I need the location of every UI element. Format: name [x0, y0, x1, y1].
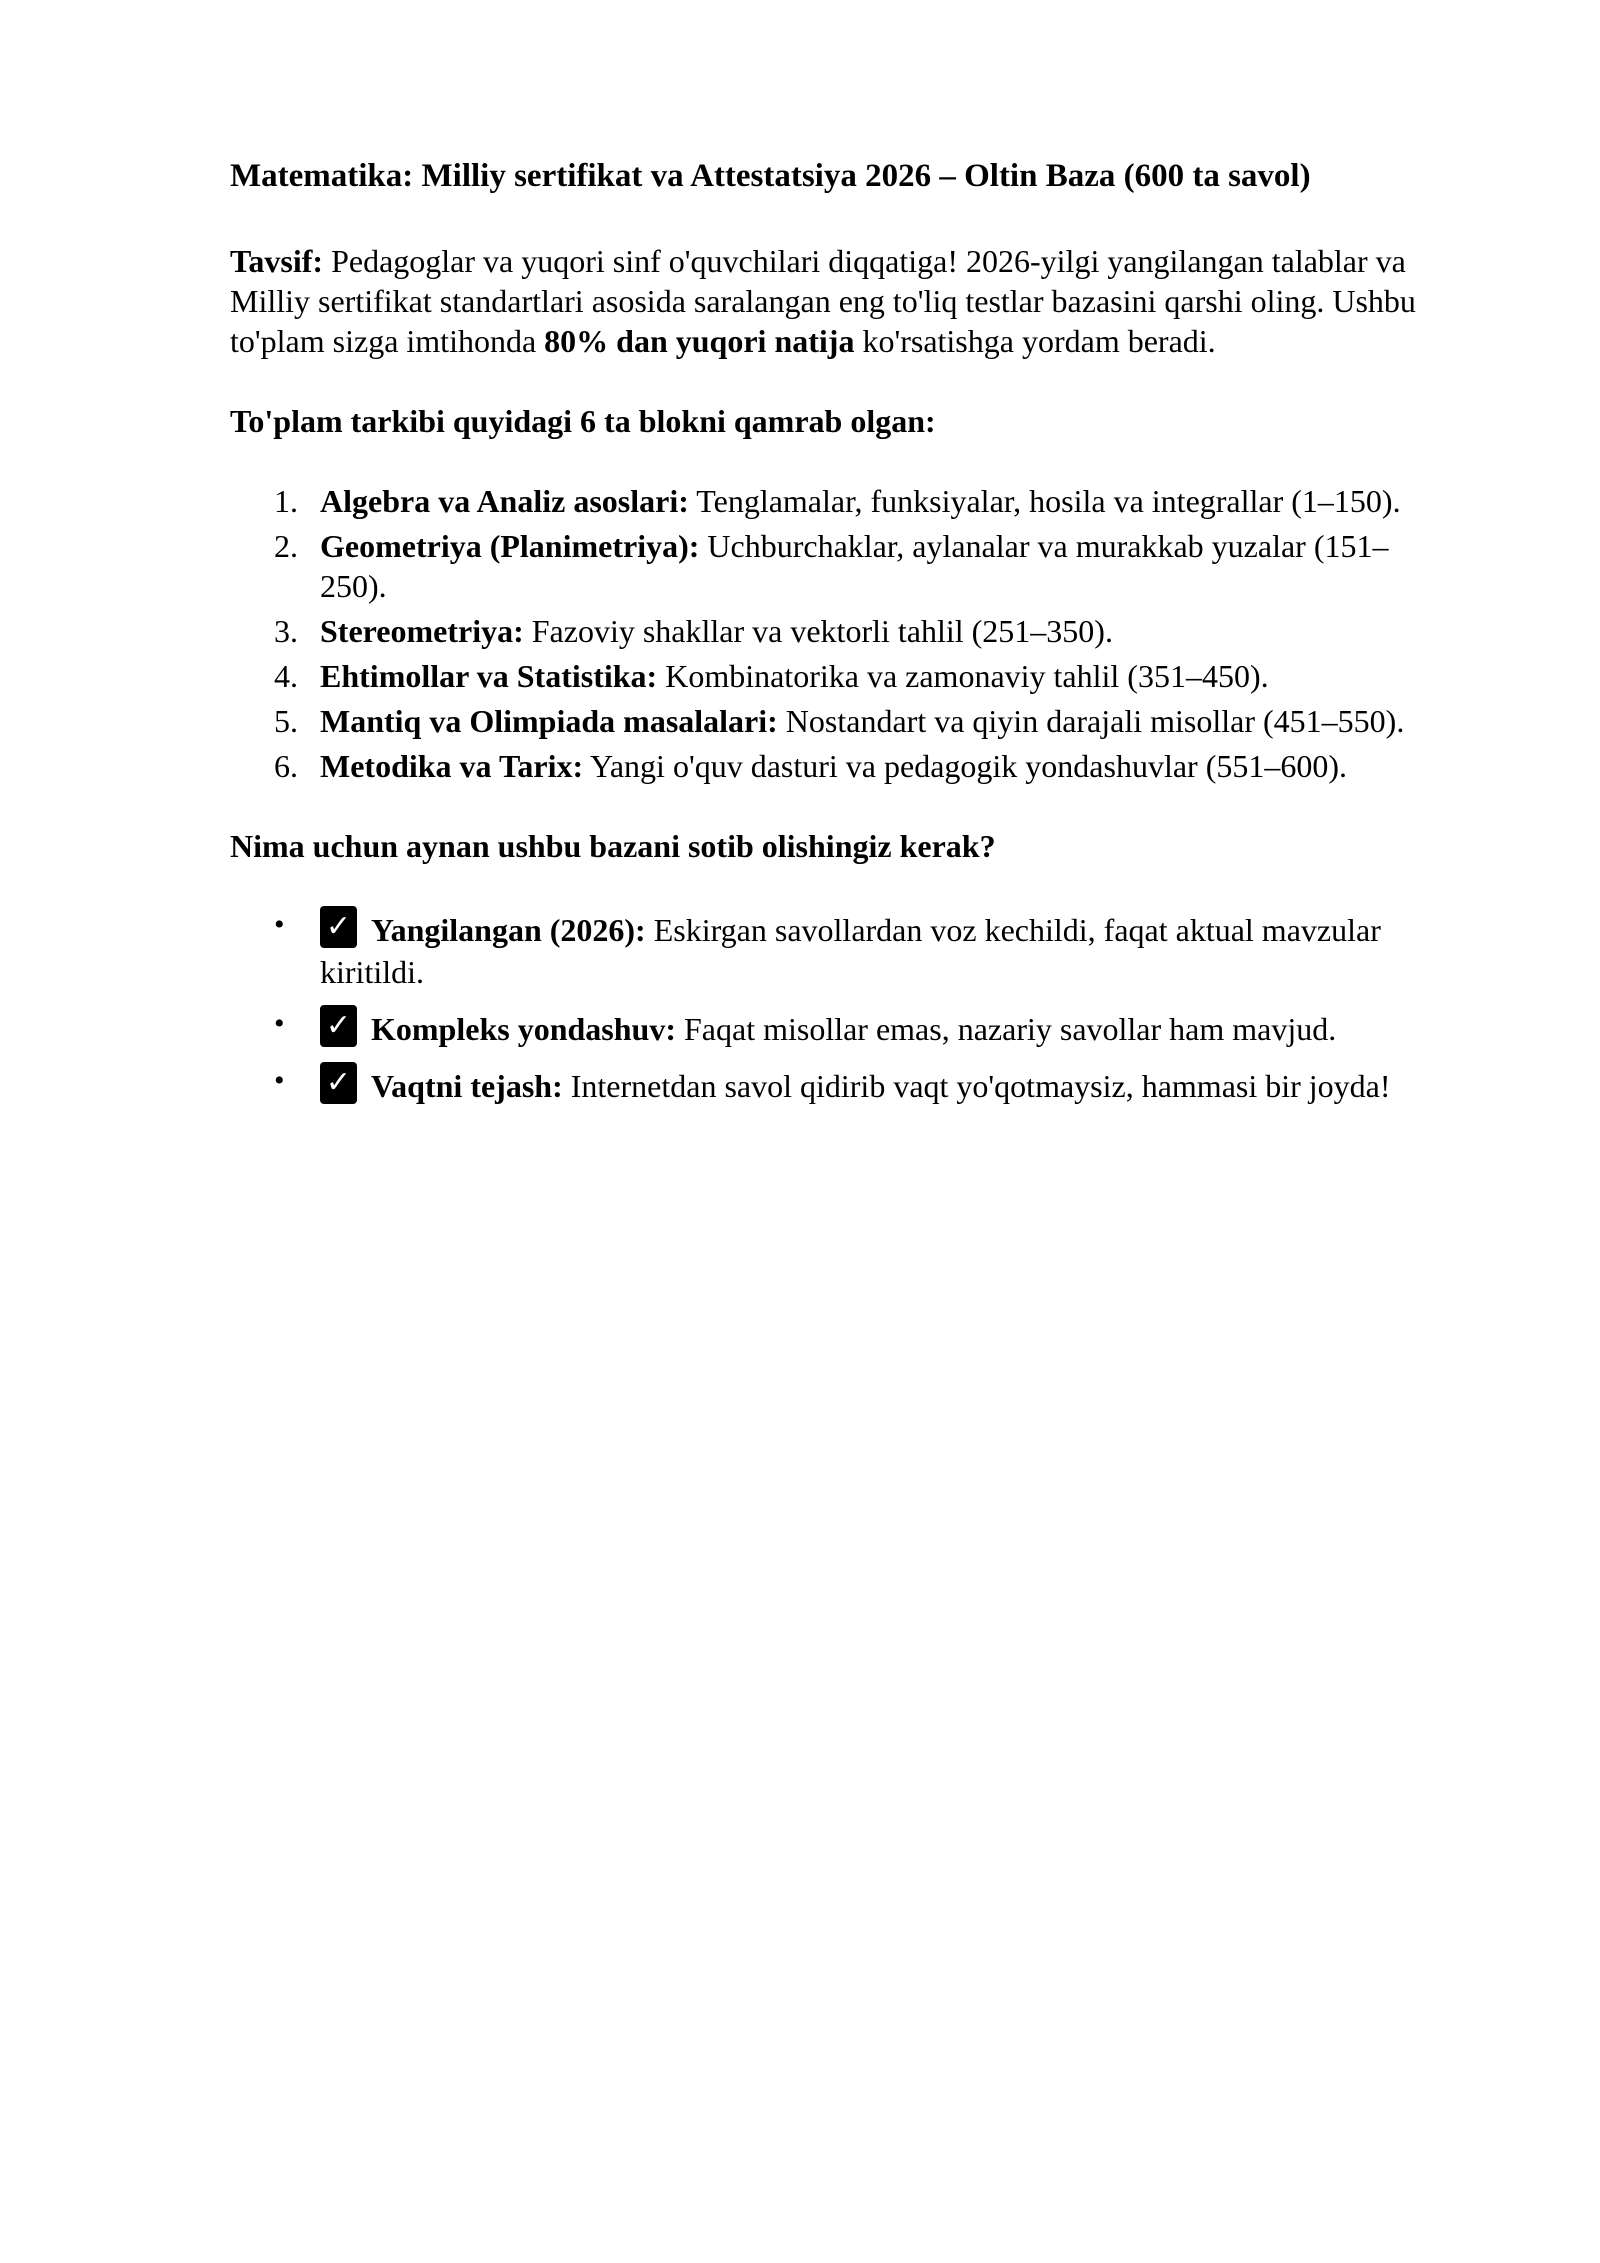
- list-number: 1.: [274, 483, 298, 519]
- benefit-title: Yangilangan (2026):: [371, 912, 646, 948]
- block-title: Mantiq va Olimpiada masalalari:: [320, 703, 778, 739]
- description-paragraph: [230, 241, 1435, 361]
- block-text: Tenglamalar, funksiyalar, hosila va integrallar (1–150).: [688, 483, 1401, 519]
- list-item: [230, 1062, 1435, 1107]
- list-item: [230, 906, 1435, 993]
- document-title: Matematika: Milliy sertifikat va Attestatsiya 2026 – Oltin Baza (600 ta savol): [230, 158, 1311, 194]
- block-title: Geometriya (Planimetriya):: [320, 528, 700, 564]
- list-item: [230, 481, 1435, 521]
- benefit-text: Faqat misollar emas, nazariy savollar ham mavjud.: [675, 1011, 1337, 1047]
- block-text: Uchburchaklar, aylanalar va murakkab yuzalar (151–250).: [320, 528, 1389, 604]
- checked-checkbox-icon: ✓: [320, 1062, 357, 1104]
- document-page: [230, 155, 1435, 1147]
- list-number: 2.: [274, 528, 298, 564]
- bullet-icon: •: [274, 1064, 285, 1097]
- block-title: Algebra va Analiz asoslari:: [320, 483, 689, 519]
- description-label: Tavsif:: [230, 243, 324, 279]
- blocks-numbered-list: [230, 481, 1435, 786]
- list-item: [230, 526, 1435, 606]
- block-text: Nostandart va qiyin darajali misollar (451–550).: [777, 703, 1405, 739]
- block-title: Stereometriya:: [320, 613, 524, 649]
- bullet-icon: •: [274, 1007, 285, 1040]
- bullet-icon: •: [274, 908, 285, 941]
- list-item: [230, 1005, 1435, 1050]
- checked-checkbox-icon: ✓: [320, 906, 357, 948]
- description-text-before: Pedagoglar va yuqori sinf o'quvchilari diqqatiga! 2026-yilgi yangilangan talablar va Milliy sertifikat standartlari asosida saralangan eng to'liq testlar bazasini qarshi oling. Ushbu to'plam sizga imtihonda: [230, 243, 1416, 359]
- list-number: 4.: [274, 658, 298, 694]
- block-title: Metodika va Tarix:: [320, 748, 584, 784]
- benefits-bullet-list: [230, 906, 1435, 1107]
- list-item: [230, 611, 1435, 651]
- list-item: [230, 746, 1435, 786]
- list-number: 3.: [274, 613, 298, 649]
- benefit-title: Vaqtni tejash:: [371, 1068, 563, 1104]
- block-text: Fazoviy shakllar va vektorli tahlil (251–350).: [523, 613, 1113, 649]
- block-text: Yangi o'quv dasturi va pedagogik yondashuvlar (551–600).: [583, 748, 1348, 784]
- description-bold-phrase: 80% dan yuqori natija: [544, 323, 855, 359]
- blocks-heading: To'plam tarkibi quyidagi 6 ta blokni qamrab olgan:: [230, 403, 936, 439]
- benefit-text: Eskirgan savollardan voz kechildi, faqat aktual mavzular kiritildi.: [320, 912, 1381, 990]
- why-heading: Nima uchun aynan ushbu bazani sotib olishingiz kerak?: [230, 828, 996, 864]
- checked-checkbox-icon: ✓: [320, 1005, 357, 1047]
- description-text-after: ko'rsatishga yordam beradi.: [854, 323, 1216, 359]
- benefit-title: Kompleks yondashuv:: [371, 1011, 676, 1047]
- list-number: 5.: [274, 703, 298, 739]
- list-item: [230, 701, 1435, 741]
- block-text: Kombinatorika va zamonaviy tahlil (351–450).: [657, 658, 1269, 694]
- block-title: Ehtimollar va Statistika:: [320, 658, 658, 694]
- benefit-text: Internetdan savol qidirib vaqt yo'qotmaysiz, hammasi bir joyda!: [562, 1068, 1391, 1104]
- list-number: 6.: [274, 748, 298, 784]
- list-item: [230, 656, 1435, 696]
